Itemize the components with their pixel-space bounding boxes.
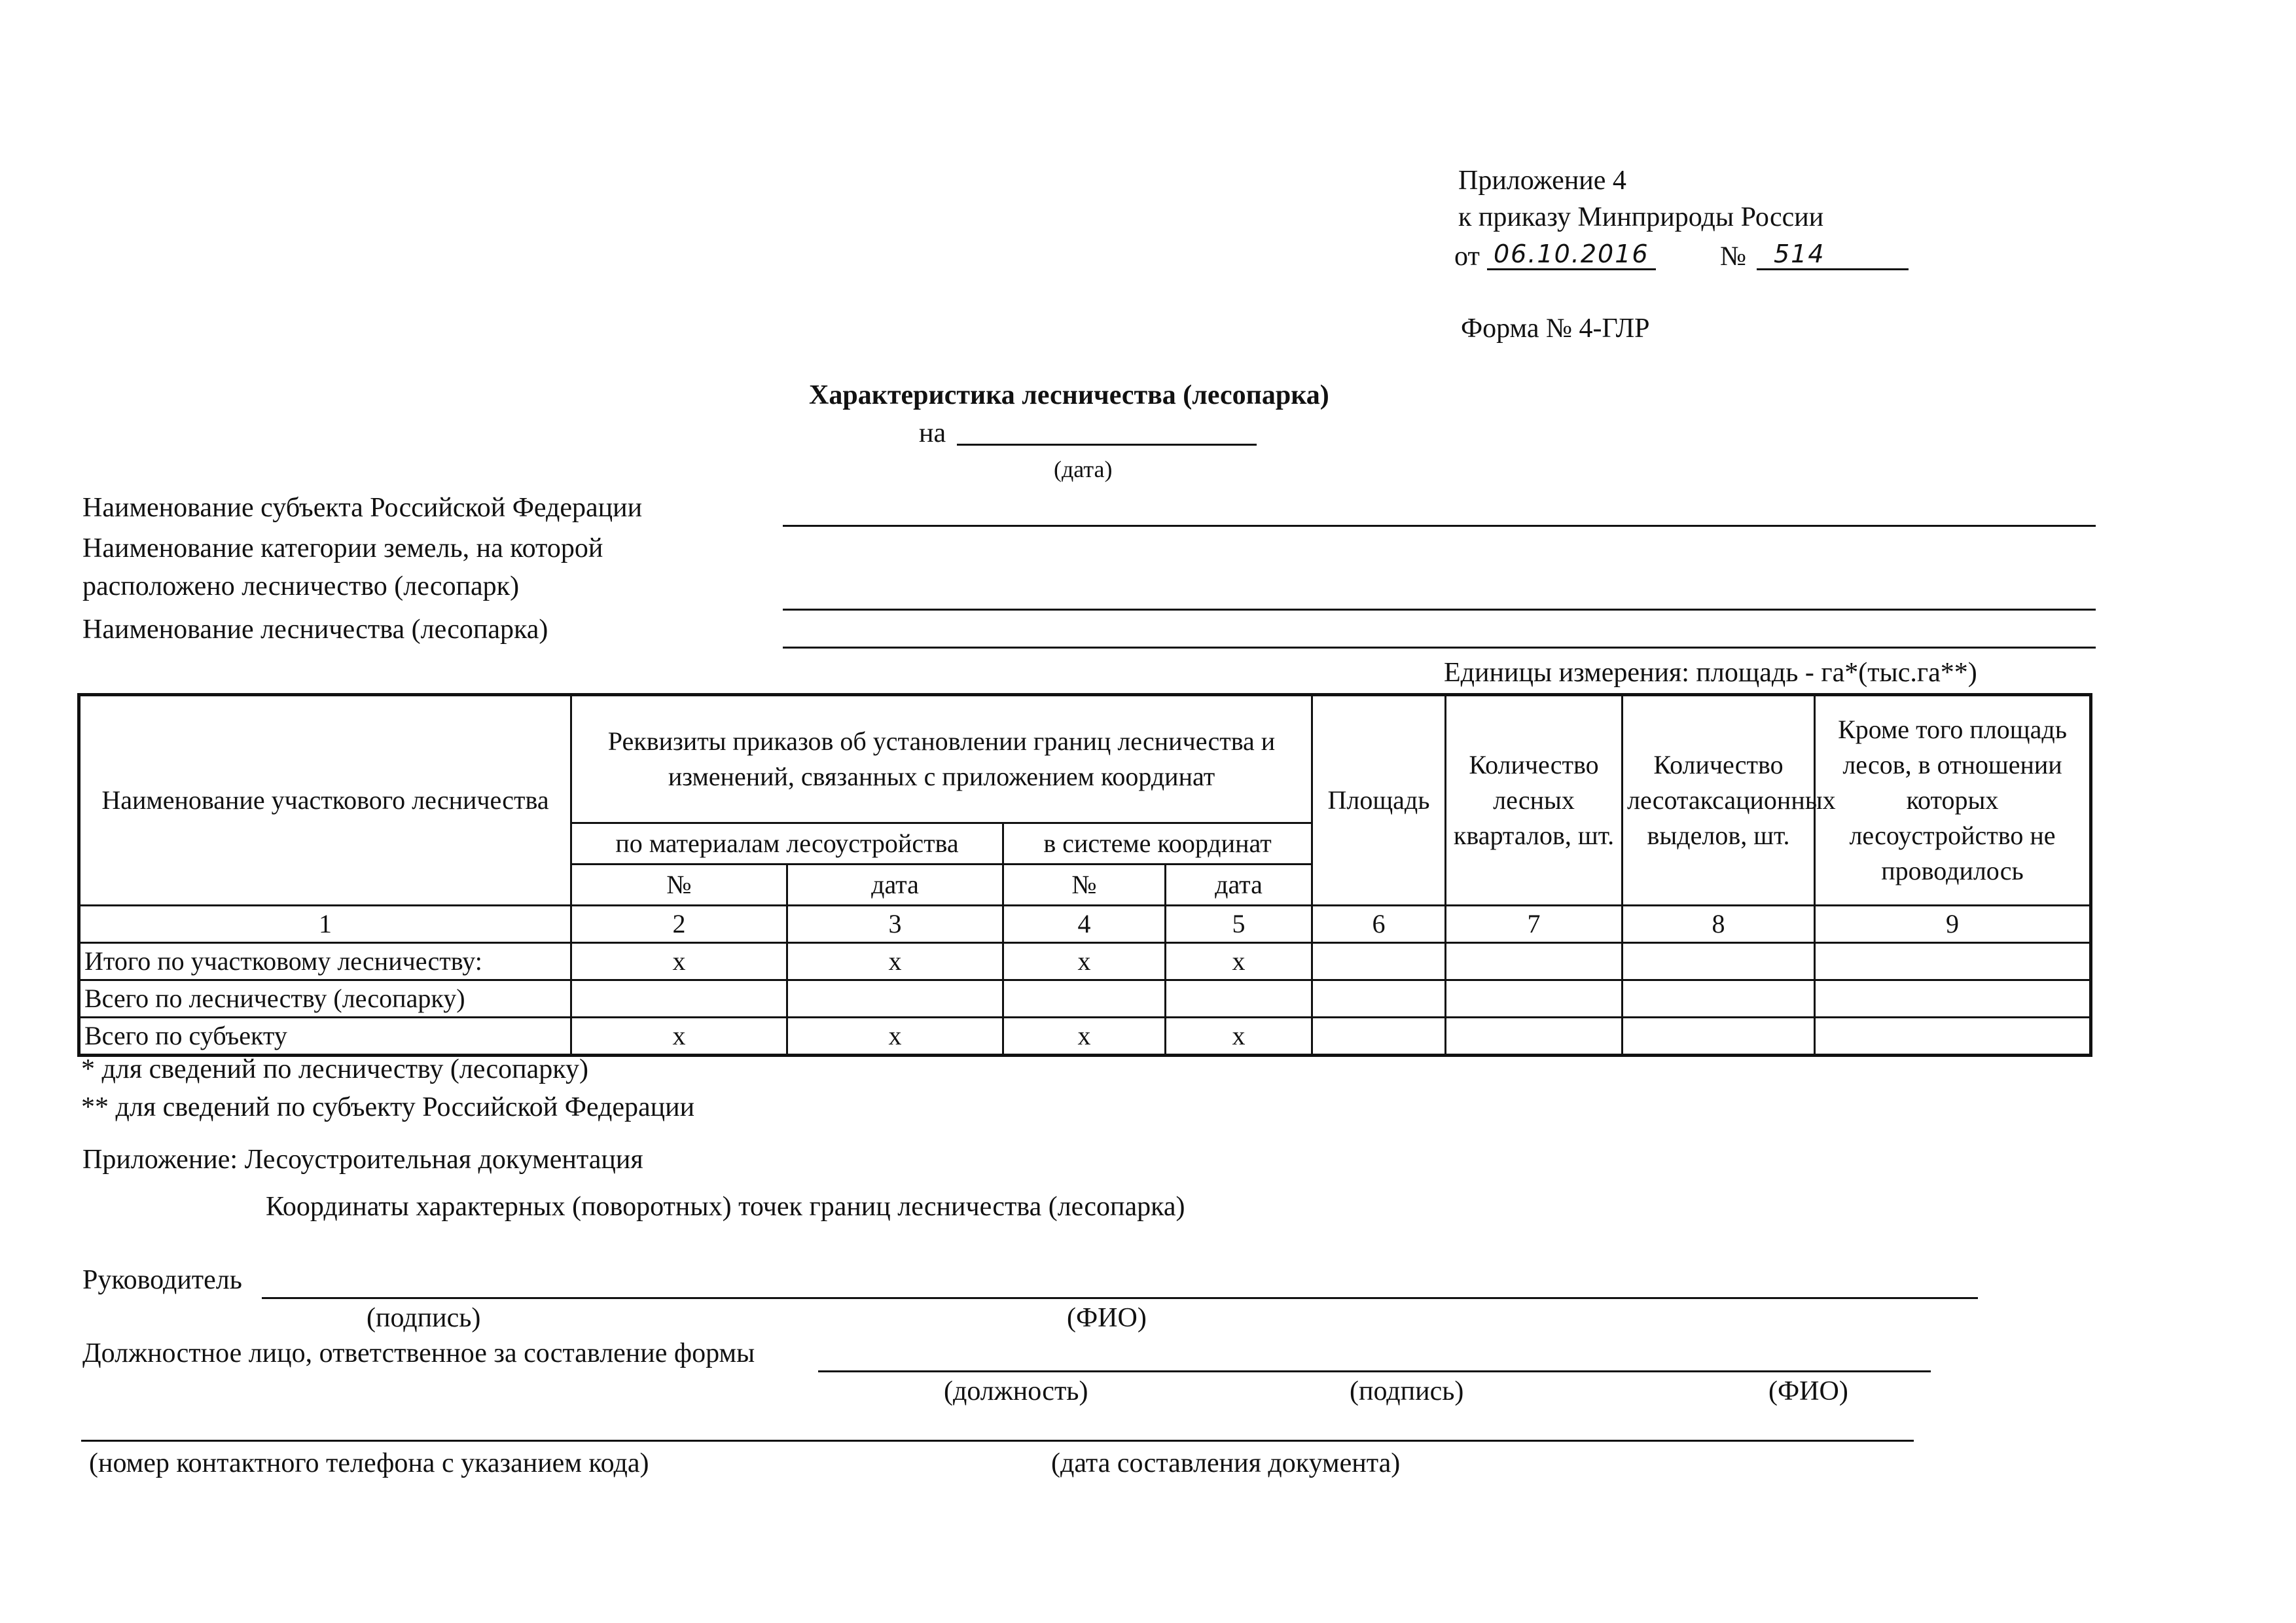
date-caption: (дата) xyxy=(1054,456,1113,482)
col-number: 4 xyxy=(1003,906,1166,943)
table-cell xyxy=(1312,980,1446,1018)
table-cell xyxy=(1815,943,2091,980)
table-cell: x xyxy=(1003,943,1166,980)
subject-line xyxy=(783,525,2096,527)
header-sub-materials: по материалам лесоустройства xyxy=(571,823,1003,865)
forestry-label: Наименование лесничества (лесопарка) xyxy=(82,615,548,645)
col-number: 5 xyxy=(1166,906,1312,943)
col-number: 1 xyxy=(79,906,571,943)
header-orders-group: Реквизиты приказов об установлении границ лесничества и изменений, связанных с приложением координат xyxy=(571,695,1312,823)
table-cell: x xyxy=(1003,1018,1166,1056)
header-extra-area: Кроме того площадь лесов, в отношении которых лесоустройство не проводилось xyxy=(1815,695,2091,906)
head-sign-caption: (подпись) xyxy=(367,1303,481,1333)
table-cell xyxy=(1312,1018,1446,1056)
row-label: Всего по субъекту xyxy=(79,1018,571,1056)
table-cell xyxy=(1446,980,1623,1018)
category-label-1: Наименование категории земель, на которой xyxy=(82,533,603,563)
table-cell xyxy=(1815,1018,2091,1056)
attachment-label: Приложение: Лесоустроительная документация xyxy=(82,1145,643,1175)
official-fio-caption: (ФИО) xyxy=(1768,1376,1848,1406)
forestry-line xyxy=(783,647,2096,649)
table-cell xyxy=(571,980,787,1018)
order-date: 06.10.2016 xyxy=(1494,240,1649,268)
table-cell: x xyxy=(1166,943,1312,980)
appendix-header xyxy=(1458,162,1823,236)
head-sign-line xyxy=(262,1297,1978,1299)
appendix-line-1: Приложение 4 xyxy=(1458,166,1626,196)
table-cell: x xyxy=(571,1018,787,1056)
order-from-label: от xyxy=(1454,241,1480,272)
characteristics-table xyxy=(77,693,2092,1057)
table-cell xyxy=(1815,980,2091,1018)
row-label: Всего по лесничеству (лесопарку) xyxy=(79,980,571,1018)
header-num-2: № xyxy=(1003,865,1166,906)
col-number: 6 xyxy=(1312,906,1446,943)
official-line xyxy=(818,1370,1931,1372)
head-fio-caption: (ФИО) xyxy=(1067,1303,1147,1333)
official-label: Должностное лицо, ответственное за составление формы xyxy=(82,1338,755,1368)
header-quarters: Количество лесных кварталов, шт. xyxy=(1446,695,1623,906)
col-number: 2 xyxy=(571,906,787,943)
header-num-1: № xyxy=(571,865,787,906)
appendix-line-2: к приказу Минприроды России xyxy=(1458,202,1824,232)
row-label: Итого по участковому лесничеству: xyxy=(79,943,571,980)
on-label: на xyxy=(919,418,946,448)
table-cell: x xyxy=(787,943,1003,980)
units-label: Единицы измерения: площадь - га*(тыс.га**) xyxy=(1444,658,1977,688)
table-cell: x xyxy=(787,1018,1003,1056)
header-allotments: Количество лесотаксационных выделов, шт. xyxy=(1623,695,1815,906)
header-forestry-name: Наименование участкового лесничества xyxy=(79,695,571,906)
table-cell xyxy=(1446,943,1623,980)
table-cell: x xyxy=(1166,1018,1312,1056)
table-cell: x xyxy=(571,943,787,980)
category-label-2: расположено лесничество (лесопарк) xyxy=(82,571,520,601)
coordinates-label: Координаты характерных (поворотных) точек границ лесничества (лесопарка) xyxy=(266,1192,1185,1222)
table-cell xyxy=(1623,943,1815,980)
table-cell xyxy=(1312,943,1446,980)
col-number: 7 xyxy=(1446,906,1623,943)
report-date-line xyxy=(957,444,1257,446)
form-title: Характеристика лесничества (лесопарка) xyxy=(809,380,1329,410)
subject-label: Наименование субъекта Российской Федерации xyxy=(82,493,643,523)
order-number-line xyxy=(1757,268,1909,270)
footnote-2: ** для сведений по субъекту Российской Федерации xyxy=(81,1092,695,1122)
doc-date-caption: (дата составления документа) xyxy=(1051,1448,1401,1478)
table-cell xyxy=(1623,980,1815,1018)
table-row xyxy=(79,943,2091,980)
position-caption: (должность) xyxy=(944,1376,1088,1406)
header-area: Площадь xyxy=(1312,695,1446,906)
table-row xyxy=(79,980,2091,1018)
phone-caption: (номер контактного телефона с указанием кода) xyxy=(89,1448,649,1478)
order-number: 514 xyxy=(1774,240,1825,268)
form-number: Форма № 4-ГЛР xyxy=(1461,313,1650,344)
header-date-2: дата xyxy=(1166,865,1312,906)
col-number: 3 xyxy=(787,906,1003,943)
order-date-line xyxy=(1487,268,1656,270)
header-date-1: дата xyxy=(787,865,1003,906)
header-sub-coords: в системе координат xyxy=(1003,823,1312,865)
table-cell xyxy=(1166,980,1312,1018)
table-cell xyxy=(1003,980,1166,1018)
table-cell xyxy=(787,980,1003,1018)
table-cell xyxy=(1623,1018,1815,1056)
category-line xyxy=(783,609,2096,611)
order-number-label: № xyxy=(1720,241,1747,272)
col-number: 8 xyxy=(1623,906,1815,943)
col-number: 9 xyxy=(1815,906,2091,943)
contact-line xyxy=(81,1440,1914,1442)
table-cell xyxy=(1446,1018,1623,1056)
table-row xyxy=(79,1018,2091,1056)
footnote-1: * для сведений по лесничеству (лесопарку) xyxy=(81,1054,589,1084)
official-sign-caption: (подпись) xyxy=(1350,1376,1464,1406)
head-label: Руководитель xyxy=(82,1265,242,1295)
